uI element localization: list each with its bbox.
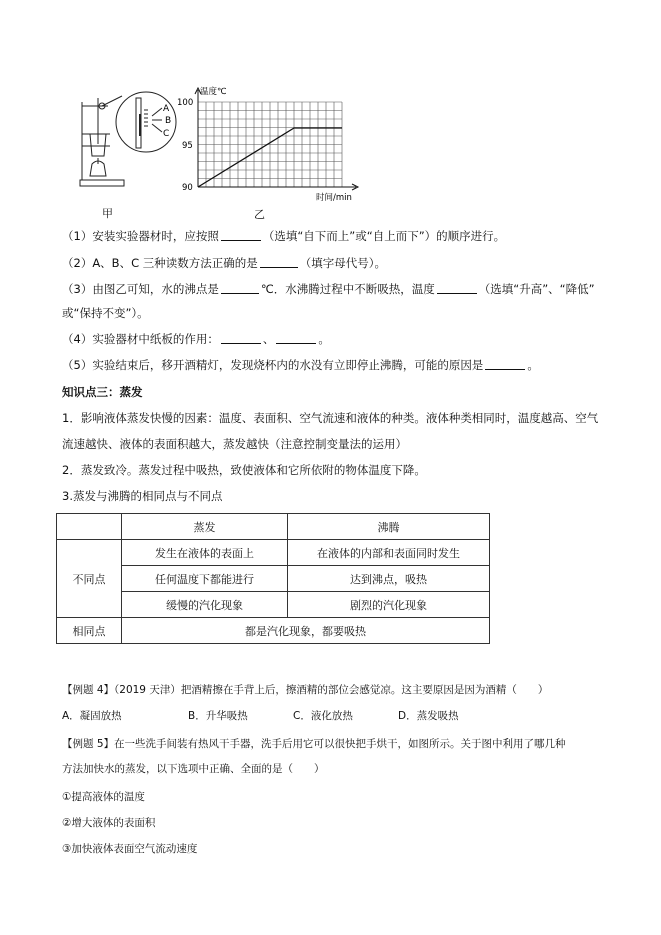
answer-blank[interactable] <box>221 228 261 241</box>
example-4-option-a[interactable]: A．凝固放热 <box>62 710 122 722</box>
answer-blank[interactable] <box>485 357 525 370</box>
answer-blank[interactable] <box>437 281 477 294</box>
table-header-boiling: 沸腾 <box>288 514 490 540</box>
apparatus-label-c: C <box>163 129 170 139</box>
question-3-text-end: （选填“升高”、“降低” <box>478 282 595 296</box>
question-2-text-end: （填字母代号）。 <box>299 256 387 270</box>
section-paragraph-1: 1．影响液体蒸发快慢的因素：温度、表面积、空气流速和液体的种类。液体种类相同时，温度越高、空气 <box>62 411 599 425</box>
example-4-option-d[interactable]: D．蒸发吸热 <box>398 710 459 722</box>
answer-blank[interactable] <box>221 281 259 294</box>
example-4-option-c[interactable]: C．液化放热 <box>293 710 353 722</box>
question-1-text: （1）安装实验器材时，应按照 <box>62 229 219 243</box>
table-row <box>57 618 490 644</box>
apparatus-label-a: A <box>163 104 170 114</box>
table-same-label: 相同点 <box>57 618 122 644</box>
question-1-text-end: （选填“自下而上”或“自上而下”）的顺序进行。 <box>262 229 506 243</box>
section-paragraph-2: 2．蒸发致冷。蒸发过程中吸热，致使液体和它所依附的物体温度下降。 <box>62 463 426 477</box>
boiling-apparatus-drawing <box>80 92 176 186</box>
answer-blank[interactable] <box>221 331 261 344</box>
example-5-question-continued: 方法加快水的蒸发，以下选项中正确、全面的是（ ） <box>62 763 325 775</box>
table-row <box>57 540 490 566</box>
apparatus-label-b: B <box>165 116 172 126</box>
question-1 <box>62 228 505 244</box>
question-2 <box>62 255 386 271</box>
table-row <box>57 592 490 618</box>
question-3-text-mid: ℃．水沸腾过程中不断吸热，温度 <box>260 282 435 296</box>
graph-y-axis-label: 温度℃ <box>200 87 227 97</box>
temperature-time-graph <box>195 88 358 190</box>
question-5 <box>62 357 539 373</box>
table-cell: 缓慢的汽化现象 <box>122 592 288 618</box>
graph-tick-100: 100 <box>177 98 194 108</box>
table-cell: 发生在液体的表面上 <box>122 540 288 566</box>
table-same-value: 都是汽化现象，都要吸热 <box>122 618 490 644</box>
experiment-figure <box>74 84 374 222</box>
section-title: 知识点三：蒸发 <box>62 385 143 399</box>
graph-tick-90: 90 <box>182 183 193 193</box>
answer-blank[interactable] <box>276 331 316 344</box>
table-cell: 在液体的内部和表面同时发生 <box>288 540 490 566</box>
example-5-question: 【例题 5】在一些洗手间装有热风干手器，洗手后用它可以很快把手烘干，如图所示。关于图中利用了哪几种 <box>62 738 566 750</box>
question-3-text: （3）由图乙可知，水的沸点是 <box>62 282 219 296</box>
graph-caption: 乙 <box>254 208 265 221</box>
table-cell: 达到沸点，吸热 <box>288 566 490 592</box>
graph-tick-95: 95 <box>182 141 193 151</box>
graph-x-axis-label: 时间/min <box>316 193 352 203</box>
question-2-text: （2）A、B、C 三种读数方法正确的是 <box>62 256 258 270</box>
question-4-separator: 、 <box>262 332 275 346</box>
example-4-option-b[interactable]: B．升华吸热 <box>188 710 248 722</box>
section-paragraph-3: 3.蒸发与沸腾的相同点与不同点 <box>62 489 223 503</box>
table-header-row <box>57 514 490 540</box>
question-3 <box>62 281 595 297</box>
evaporation-boiling-table <box>56 513 490 644</box>
table-header-evaporation: 蒸发 <box>122 514 288 540</box>
example-5-item-3: ③加快液体表面空气流动速度 <box>62 843 198 855</box>
apparatus-caption: 甲 <box>102 207 113 220</box>
question-4-text: （4）实验器材中纸板的作用： <box>62 332 219 346</box>
question-3-continued: 或“保持不变”）。 <box>62 306 149 320</box>
section-paragraph-1-continued: 流速越快、液体的表面积越大，蒸发越快（注意控制变量法的运用） <box>62 437 407 451</box>
table-diff-label: 不同点 <box>57 540 122 618</box>
question-5-text-end: 。 <box>527 358 539 372</box>
example-5-item-2: ②增大液体的表面积 <box>62 817 156 829</box>
question-5-text: （5）实验结束后，移开酒精灯，发现烧杯内的水没有立即停止沸腾，可能的原因是 <box>62 358 484 372</box>
example-5-item-1: ①提高液体的温度 <box>62 791 145 803</box>
table-corner-cell <box>57 514 122 540</box>
question-4 <box>62 331 330 347</box>
question-4-text-end: 。 <box>318 332 330 346</box>
answer-blank[interactable] <box>260 255 298 268</box>
table-row <box>57 566 490 592</box>
example-4-question: 【例题 4】（2019 天津）把酒精擦在手背上后，擦酒精的部位会感觉凉。这主要原因是因为酒精（ ） <box>62 684 549 696</box>
table-cell: 剧烈的汽化现象 <box>288 592 490 618</box>
table-cell: 任何温度下都能进行 <box>122 566 288 592</box>
